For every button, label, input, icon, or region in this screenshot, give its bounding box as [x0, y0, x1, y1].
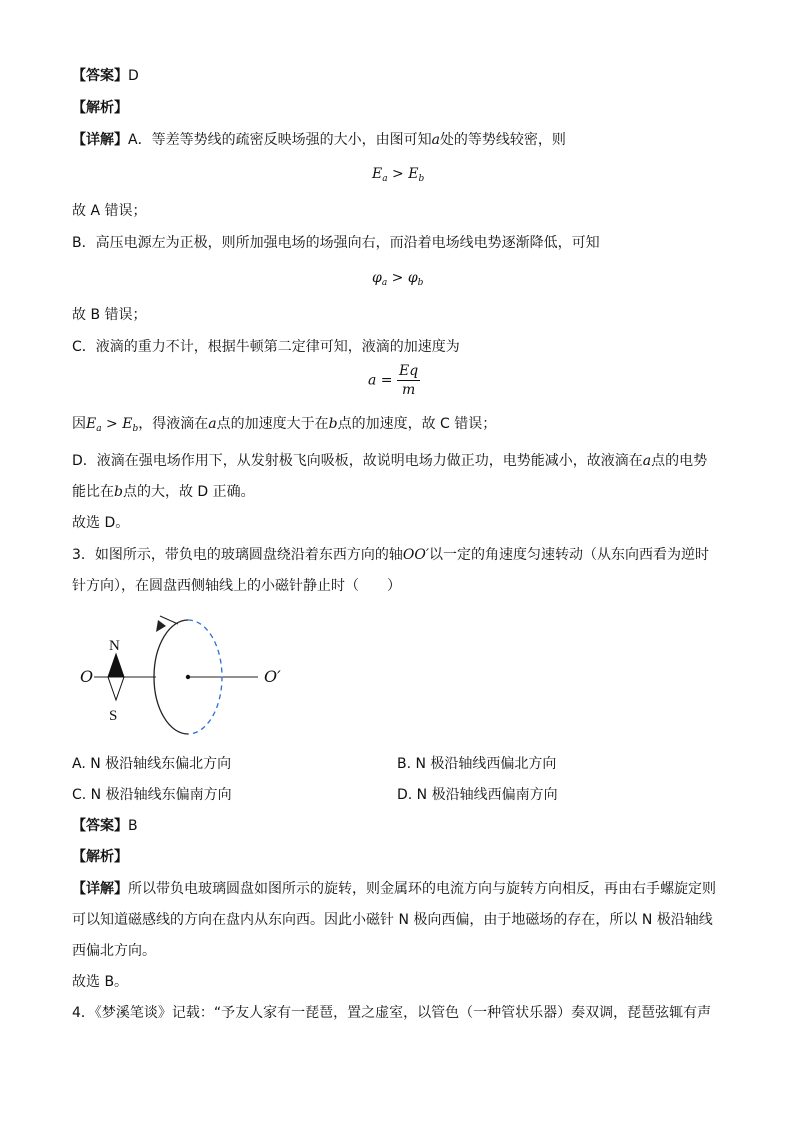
conclusion-a: 故 A 错误； — [72, 203, 147, 219]
question-4-stem: 4．《梦溪笔谈》记载：“予友人家有一琵琶，置之虚室，以管色（一种管状乐器）奏双调，琵琶弦辄有声 — [72, 1005, 712, 1021]
detail-c-line2: 因$E_a > E_b$，得液滴在a点的加速度大于在b点的加速度，故 C 错误； — [72, 416, 497, 434]
detail-a-text: A．等差等势线的疏密反映场强的大小，由图可知 — [128, 132, 432, 148]
disk-front-arc — [154, 620, 188, 734]
option-c[interactable]: C. N 极沿轴线东偏南方向 — [72, 787, 232, 803]
final-choice-q3: 故选 B。 — [72, 974, 129, 990]
rotation-arrow-head — [156, 620, 166, 632]
detail-a-text-2: 处的等势线较密，则 — [439, 132, 566, 148]
label-n: N — [109, 638, 120, 654]
detail-option-d: D．液滴在强电场作用下，从发射极飞向吸板，故说明电场力做正功，电势能减小，故液滴在a点的电势 — [72, 453, 708, 469]
detail-tag: 【详解】 — [72, 132, 128, 148]
question-3-stem: 3．如图所示，带负电的玻璃圆盘绕沿着东西方向的轴OO′以一定的角速度匀速转动（从东向西看为逆时 — [72, 547, 710, 563]
needle-north-half — [108, 654, 124, 677]
disk-compass-figure — [60, 610, 300, 740]
detail-q3-line3: 西偏北方向。 — [72, 943, 156, 959]
option-d[interactable]: D. N 极沿轴线西偏南方向 — [397, 787, 558, 803]
label-o: O — [80, 667, 94, 686]
disk-center — [186, 675, 190, 679]
detail-option-c: C．液滴的重力不计，根据牛顿第二定律可知，液滴的加速度为 — [72, 339, 460, 355]
formula-phi-a-gt-phi-b: $\varphi_a > \varphi_b$ — [372, 270, 424, 288]
needle-south-half — [108, 677, 124, 700]
question-3-stem-line2: 针方向），在圆盘西侧轴线上的小磁针静止时（ ） — [72, 578, 401, 594]
answer-tag: 【答案】 — [72, 68, 128, 84]
answer-value-q3: B — [128, 818, 138, 834]
answer-value: D — [128, 68, 139, 84]
label-o-prime: O′ — [264, 667, 281, 686]
detail-option-a — [72, 130, 722, 150]
detail-option-d-line2: 能比在b点的大，故 D 正确。 — [72, 484, 255, 500]
detail-q3-line1: 【详解】所以带负电玻璃圆盘如图所示的旋转，则金属环的电流方向与旋转方向相反，再由右手螺旋定则 — [72, 881, 716, 897]
detail-q3-line2: 可以知道磁感线的方向在盘内从东向西。因此小磁针 N 极向西偏，由于地磁场的存在，所以 N 极沿轴线 — [72, 912, 713, 928]
analysis-tag-q3: 【解析】 — [72, 849, 128, 865]
rotation-arrow-line — [160, 616, 178, 624]
label-s: S — [109, 708, 118, 724]
formula-acceleration: a = $\frac{Eq}{m}$ — [368, 363, 419, 398]
final-choice-q2: 故选 D。 — [72, 515, 130, 531]
conclusion-b: 故 B 错误； — [72, 307, 147, 323]
analysis-tag: 【解析】 — [72, 100, 128, 116]
option-b[interactable]: B. N 极沿轴线西偏北方向 — [397, 756, 557, 772]
formula-ea-gt-eb: $E_a > E_b$ — [372, 166, 425, 184]
figure-svg — [60, 610, 300, 740]
detail-option-b: B．高压电源左为正极，则所加强电场的场强向右，而沿着电场线电势逐渐降低，可知 — [72, 235, 600, 251]
var-a: a — [431, 132, 440, 148]
answer-line — [72, 66, 722, 86]
option-a[interactable]: A. N 极沿轴线东偏北方向 — [72, 756, 232, 772]
detail-tag-q3: 【详解】 — [72, 881, 128, 897]
answer-tag-q3: 【答案】 — [72, 818, 128, 834]
answer-line-q3 — [72, 816, 722, 836]
